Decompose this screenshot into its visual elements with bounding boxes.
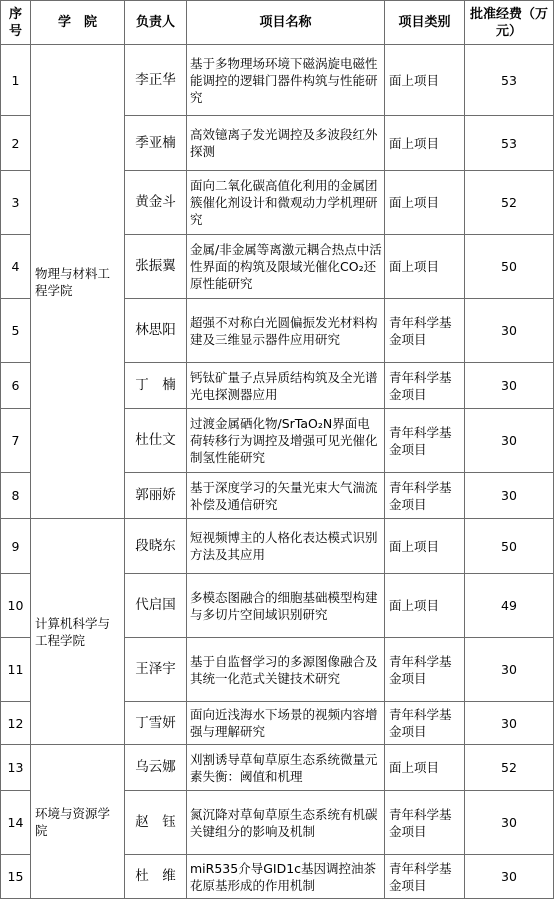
header-row	[1, 1, 554, 45]
row-funding: 30	[465, 299, 554, 363]
row-category: 青年科学基金项目	[385, 363, 465, 409]
row-pi: 杜仕文	[125, 409, 187, 473]
row-funding: 30	[465, 473, 554, 519]
row-no: 10	[1, 574, 31, 638]
header-category: 项目类别	[385, 1, 465, 45]
row-title: 氮沉降对草甸草原生态系统有机碳关键组分的影响及机制	[187, 791, 385, 855]
row-no: 12	[1, 702, 31, 745]
row-pi: 王泽宇	[125, 638, 187, 702]
row-category: 青年科学基金项目	[385, 791, 465, 855]
row-no: 4	[1, 235, 31, 299]
row-title: 基于深度学习的矢量光束大气湍流补偿及通信研究	[187, 473, 385, 519]
row-funding: 30	[465, 702, 554, 745]
row-category: 面上项目	[385, 574, 465, 638]
row-funding: 50	[465, 235, 554, 299]
row-no: 11	[1, 638, 31, 702]
header-college: 学 院	[31, 1, 125, 45]
row-title: 多模态图融合的细胞基础模型构建与多切片空间域识别研究	[187, 574, 385, 638]
row-title: 基于自监督学习的多源图像融合及其统一化范式关键技术研究	[187, 638, 385, 702]
row-pi: 张振翼	[125, 235, 187, 299]
row-title: 面向二氧化碳高值化利用的金属团簇催化剂设计和微观动力学机理研究	[187, 171, 385, 235]
row-title: 过渡金属硒化物/SrTaO₂N界面电荷转移行为调控及增强可见光催化制氢性能研究	[187, 409, 385, 473]
row-category: 青年科学基金项目	[385, 473, 465, 519]
college-cell: 计算机科学与工程学院	[31, 519, 125, 745]
row-category: 面上项目	[385, 519, 465, 574]
header-no: 序号	[1, 1, 31, 45]
row-no: 7	[1, 409, 31, 473]
row-category: 面上项目	[385, 171, 465, 235]
row-pi: 杜 维	[125, 855, 187, 899]
header-funding: 批准经费（万元）	[465, 1, 554, 45]
row-no: 6	[1, 363, 31, 409]
row-category: 青年科学基金项目	[385, 638, 465, 702]
row-title: 面向近浅海水下场景的视频内容增强与理解研究	[187, 702, 385, 745]
header-title: 项目名称	[187, 1, 385, 45]
row-title: 超强不对称白光圆偏振发光材料构建及三维显示器件应用研究	[187, 299, 385, 363]
row-no: 15	[1, 855, 31, 899]
table-row	[1, 45, 554, 116]
row-no: 5	[1, 299, 31, 363]
row-pi: 黄金斗	[125, 171, 187, 235]
row-pi: 代启国	[125, 574, 187, 638]
row-no: 9	[1, 519, 31, 574]
row-funding: 50	[465, 519, 554, 574]
row-no: 1	[1, 45, 31, 116]
row-category: 青年科学基金项目	[385, 299, 465, 363]
row-no: 3	[1, 171, 31, 235]
row-pi: 赵 钰	[125, 791, 187, 855]
row-funding: 52	[465, 171, 554, 235]
row-title: 高效镱离子发光调控及多波段红外探测	[187, 116, 385, 171]
row-funding: 49	[465, 574, 554, 638]
row-pi: 丁 楠	[125, 363, 187, 409]
row-title: 刈割诱导草甸草原生态系统微量元素失衡：阈值和机理	[187, 745, 385, 791]
row-pi: 丁雪妍	[125, 702, 187, 745]
row-category: 面上项目	[385, 45, 465, 116]
row-title: 钙钛矿量子点异质结构筑及全光谱光电探测器应用	[187, 363, 385, 409]
row-pi: 乌云娜	[125, 745, 187, 791]
row-funding: 30	[465, 638, 554, 702]
row-title: 短视频博主的人格化表达模式识别方法及其应用	[187, 519, 385, 574]
row-title: 金属/非金属等离激元耦合热点中活性界面的构筑及限域光催化CO₂还原性能研究	[187, 235, 385, 299]
row-category: 青年科学基金项目	[385, 702, 465, 745]
row-no: 14	[1, 791, 31, 855]
row-pi: 林思阳	[125, 299, 187, 363]
row-funding: 53	[465, 116, 554, 171]
row-title: 基于多物理场环境下磁涡旋电磁性能调控的逻辑门器件构筑与性能研究	[187, 45, 385, 116]
table-row	[1, 745, 554, 791]
table-row	[1, 519, 554, 574]
row-funding: 30	[465, 409, 554, 473]
row-no: 2	[1, 116, 31, 171]
row-funding: 30	[465, 363, 554, 409]
row-category: 面上项目	[385, 116, 465, 171]
row-no: 13	[1, 745, 31, 791]
row-category: 面上项目	[385, 745, 465, 791]
row-pi: 李正华	[125, 45, 187, 116]
row-funding: 53	[465, 45, 554, 116]
row-no: 8	[1, 473, 31, 519]
header-pi: 负责人	[125, 1, 187, 45]
row-category: 面上项目	[385, 235, 465, 299]
row-funding: 30	[465, 791, 554, 855]
row-title: miR535介导GID1c基因调控油茶花原基形成的作用机制	[187, 855, 385, 899]
college-cell: 环境与资源学院	[31, 745, 125, 899]
row-pi: 季亚楠	[125, 116, 187, 171]
row-funding: 52	[465, 745, 554, 791]
row-pi: 郭丽娇	[125, 473, 187, 519]
row-funding: 30	[465, 855, 554, 899]
row-category: 青年科学基金项目	[385, 409, 465, 473]
row-pi: 段晓东	[125, 519, 187, 574]
row-category: 青年科学基金项目	[385, 855, 465, 899]
college-cell: 物理与材料工程学院	[31, 45, 125, 519]
